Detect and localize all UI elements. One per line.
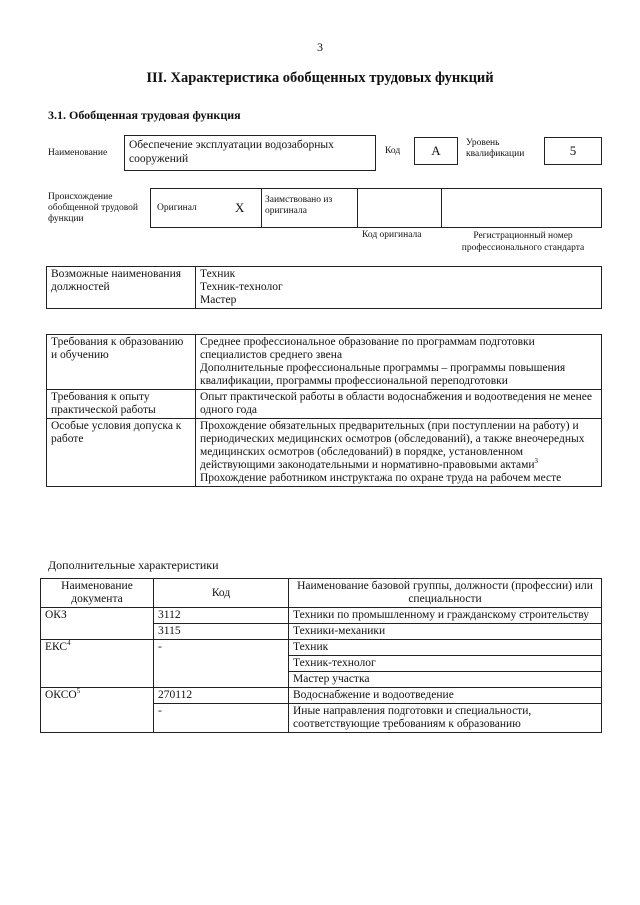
eks-name: Техник <box>289 640 602 656</box>
eks-name: Мастер участка <box>289 672 602 688</box>
header-code: Код <box>154 579 289 608</box>
origin-label: Происхождение обобщенной трудовой функции <box>48 192 138 224</box>
okz-name: Техники по промышленному и гражданскому строительству <box>289 608 602 624</box>
okz-name: Техники-механики <box>289 624 602 640</box>
footnote-mark: 5 <box>76 687 81 696</box>
name-label: Наименование <box>48 148 108 158</box>
okz-code: 3112 <box>154 608 289 624</box>
divider <box>261 189 262 227</box>
okso-doc <box>41 688 154 733</box>
positions-list <box>196 267 602 309</box>
position-item: Техник <box>200 268 236 280</box>
requirement-line: Опыт практической работы в области водоснабжения и водоотведения не менее одного года <box>200 391 592 416</box>
positions-table <box>46 266 602 309</box>
admission-label: Особые условия допуска к работе <box>47 419 196 487</box>
page-number: 3 <box>317 40 323 54</box>
eks-doc <box>41 640 154 688</box>
header-document: Наименование документа <box>41 579 154 608</box>
divider <box>357 189 358 227</box>
subsection-title: 3.1. Обобщенная трудовая функция <box>48 108 241 122</box>
okz-code: 3115 <box>154 624 289 640</box>
okso-name: Водоснабжение и водоотведение <box>289 688 602 704</box>
footnote-mark: 3 <box>534 457 539 466</box>
additional-table <box>40 578 602 733</box>
code-original-caption: Код оригинала <box>362 230 422 240</box>
reg-number-caption: Регистрационный номер профессионального стандарта <box>461 231 585 253</box>
education-label: Требования к образованию и обучению <box>47 335 196 390</box>
function-name-value: Обеспечение эксплуатации водозаборных сооружений <box>124 135 376 171</box>
requirement-line: Дополнительные профессиональные программы – программы повышения квалификации, программы профессиональной переподготовки <box>200 362 566 387</box>
eks-name: Техник-технолог <box>289 656 602 672</box>
header-name: Наименование базовой группы, должности (профессии) или специальности <box>289 579 602 608</box>
experience-value <box>196 390 602 419</box>
position-item: Техник-технолог <box>200 281 283 293</box>
section-title: III. Характеристика обобщенных трудовых функций <box>146 70 494 86</box>
requirement-line: Прохождение работником инструктажа по охране труда на рабочем месте <box>200 472 562 484</box>
additional-caption: Дополнительные характеристики <box>48 558 219 572</box>
original-label: Оригинал <box>157 203 197 213</box>
okso-code: - <box>154 704 289 733</box>
okz-doc: ОКЗ <box>41 608 154 640</box>
okso-doc-text: ОКСО <box>45 689 77 701</box>
requirement-line: Среднее профессиональное образование по программам подготовки специалистов среднего звена <box>200 336 535 361</box>
okso-name: Иные направления подготовки и специальности, соответствующие требованиям к образованию <box>289 704 602 733</box>
code-label: Код <box>385 146 401 156</box>
requirement-line <box>200 420 597 472</box>
eks-code: - <box>154 640 289 688</box>
level-value: 5 <box>544 137 602 165</box>
code-value: А <box>414 137 458 165</box>
education-value <box>196 335 602 390</box>
requirements-table <box>46 334 602 487</box>
original-mark: X <box>235 200 245 215</box>
position-item: Мастер <box>200 294 237 306</box>
borrowed-label: Заимствовано из оригинала <box>265 195 333 216</box>
origin-table <box>150 188 602 228</box>
positions-label: Возможные наименования должностей <box>47 267 196 309</box>
requirement-text: Прохождение обязательных предварительных (при поступлении на работу) и периодических медицинских осмотров (обследований), а также внеочередных медицинских осмотров (обследований) в порядке, установленном действующими законодательными и нормативно-правовыми актами <box>200 420 585 471</box>
experience-label: Требования к опыту практической работы <box>47 390 196 419</box>
divider <box>441 189 442 227</box>
admission-value <box>196 419 602 487</box>
okso-code: 270112 <box>154 688 289 704</box>
level-label: Уровень квалификации <box>466 138 525 159</box>
footnote-mark: 4 <box>67 639 71 648</box>
eks-doc-text: ЕКС <box>45 641 68 653</box>
